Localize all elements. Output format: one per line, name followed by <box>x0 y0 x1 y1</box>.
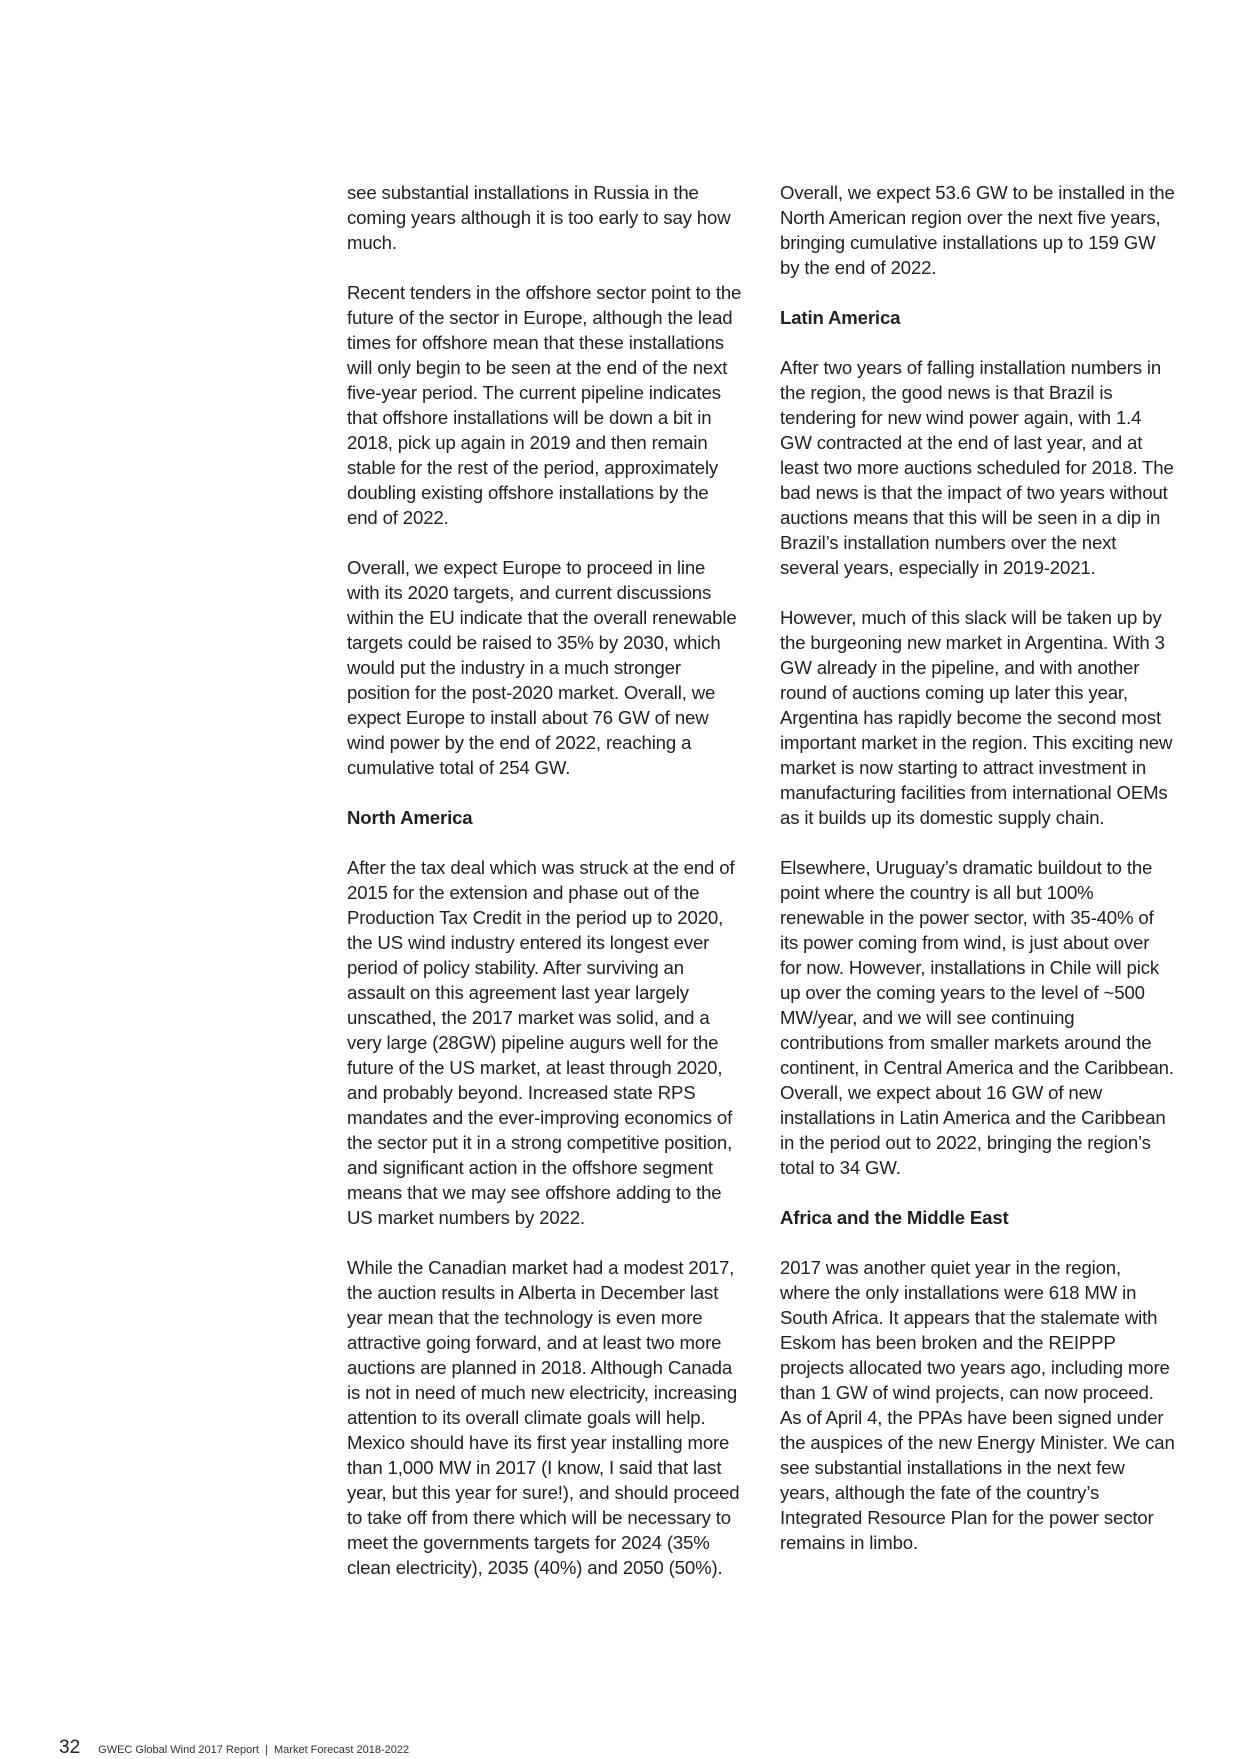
heading-africa-middle-east: Africa and the Middle East <box>780 1207 1009 1228</box>
paragraph-uruguay-chile: Elsewhere, Uruguay’s dramatic buildout to the point where the country is all but 100% renewable in the power sector, with 35-40% of its power coming from wind, is just about over for now. However, installations in Chile will pick up over the coming years to the level of ~500 MW/year, and we will see continuing contributions from smaller markets around the continent, in Central America and the Caribbean. Overall, we expect about 16 GW of new installations in Latin America and the Caribbean in the period out to 2022, bringing the region’s total to 34 GW. <box>780 857 1174 1178</box>
page-footer <box>59 1737 409 1759</box>
left-column <box>347 180 742 1605</box>
heading-latin-america: Latin America <box>780 307 901 328</box>
right-column <box>780 180 1175 1580</box>
paragraph-south-africa: 2017 was another quiet year in the region, where the only installations were 618 MW in South Africa. It appears that the stalemate with Eskom has been broken and the REIPPP projects allocated two years ago, including more than 1 GW of wind projects, can now proceed. As of April 4, the PPAs have been signed under the auspices of the new Energy Minister. We can see substantial installations in the next few years, although the fate of the country’s Integrated Resource Plan for the power sector remains in limbo. <box>780 1257 1175 1553</box>
paragraph-europe-outlook: Overall, we expect Europe to proceed in line with its 2020 targets, and current discussions within the EU indicate that the overall renewable targets could be raised to 35% by 2030, which would put the industry in a much stronger position for the post-2020 market. Overall, we expect Europe to install about 76 GW of new wind power by the end of 2022, reaching a cumulative total of 254 GW. <box>347 557 737 778</box>
heading-north-america: North America <box>347 807 473 828</box>
footer-report-title: GWEC Global Wind 2017 Report | Market Forecast 2018-2022 <box>98 1744 410 1756</box>
paragraph-north-america-outlook: Overall, we expect 53.6 GW to be installed in the North American region over the next five years, bringing cumulative installations up to 159 GW by the end of 2022. <box>780 182 1175 278</box>
paragraph-brazil: After two years of falling installation numbers in the region, the good news is that Brazil is tendering for new wind power again, with 1.4 GW contracted at the end of last year, and at least two more auctions scheduled for 2018. The bad news is that the impact of two years without auctions means that this will be seen in a dip in Brazil’s installation numbers over the next several years, especially in 2019-2021. <box>780 357 1174 578</box>
paragraph-offshore-tenders: Recent tenders in the offshore sector point to the future of the sector in Europe, although the lead times for offshore mean that these installations will only begin to be seen at the end of the next five-year period. The current pipeline indicates that offshore installations will be down a bit in 2018, pick up again in 2019 and then remain stable for the rest of the period, approximately doubling existing offshore installations by the end of 2022. <box>347 282 742 528</box>
paragraph-russia-installations: see substantial installations in Russia in the coming years although it is too early to say how much. <box>347 182 731 253</box>
paragraph-argentina: However, much of this slack will be taken up by the burgeoning new market in Argentina. With 3 GW already in the pipeline, and with another round of auctions coming up later this year, Argentina has rapidly become the second most important market in the region. This exciting new market is now starting to attract investment in manufacturing facilities from international OEMs as it builds up its domestic supply chain. <box>780 607 1173 828</box>
paragraph-canada-mexico: While the Canadian market had a modest 2017, the auction results in Alberta in December last year mean that the technology is even more attractive going forward, and at least two more auctions are planned in 2018. Although Canada is not in need of much new electricity, increasing attention to its overall climate goals will help. Mexico should have its first year installing more than 1,000 MW in 2017 (I know, I said that last year, but this year for sure!), and should proceed to take off from there which will be necessary to meet the governments targets for 2024 (35% clean electricity), 2035 (40%) and 2050 (50%). <box>347 1257 740 1578</box>
paragraph-us-market: After the tax deal which was struck at the end of 2015 for the extension and phase out of the Production Tax Credit in the period up to 2020, the US wind industry entered its longest ever period of policy stability. After surviving an assault on this agreement last year largely unscathed, the 2017 market was solid, and a very large (28GW) pipeline augurs well for the future of the US market, at least through 2020, and probably beyond. Increased state RPS mandates and the ever-improving economics of the sector put it in a strong competitive position, and significant action in the offshore segment means that we may see offshore adding to the US market numbers by 2022. <box>347 857 735 1228</box>
page-number: 32 <box>59 1737 81 1758</box>
